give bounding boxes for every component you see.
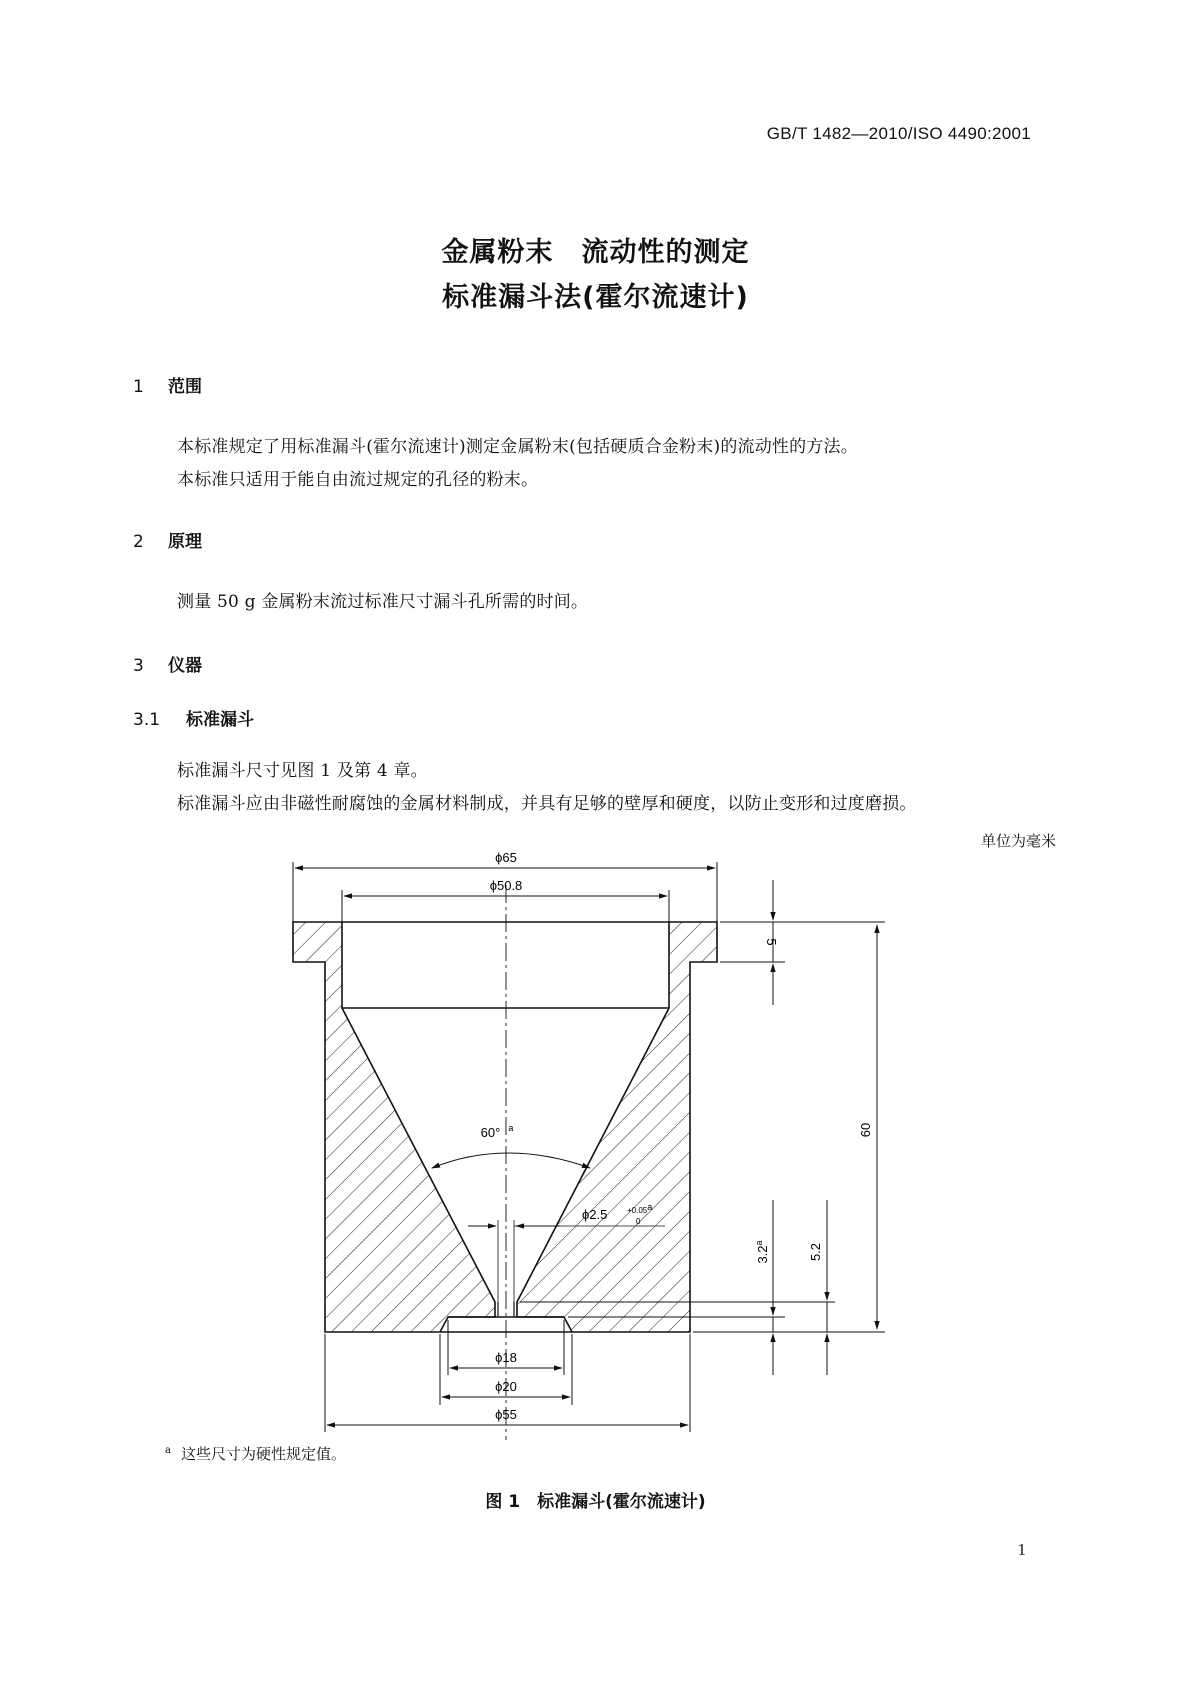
section-2-paragraph-1: 测量 50 g 金属粉末流过标准尺寸漏斗孔所需的时间。	[177, 592, 589, 612]
dim-60: 60	[858, 1122, 873, 1138]
figure-footnote: $^a$ 这些尺寸为硬性规定值。	[165, 1445, 346, 1463]
dim-d50-8: ϕ50.8	[489, 878, 523, 893]
section-3-1-heading: 3.1 标准漏斗	[133, 710, 254, 730]
section-3-heading: 3 仪器	[133, 656, 202, 676]
section-3-1-paragraph-1: 标准漏斗尺寸见图 1 及第 4 章。	[177, 761, 428, 781]
dim-d18: ϕ18	[495, 1350, 517, 1365]
section-3-1-paragraph-2: 标准漏斗应由非磁性耐腐蚀的金属材料制成，并具有足够的壁厚和硬度，以防止变形和过度磨损。	[177, 794, 917, 814]
figure-caption: 图 1 标准漏斗(霍尔流速计)	[485, 1492, 706, 1512]
dim-angle: 60° $^a$	[480, 1123, 514, 1140]
section-2-heading: 2 原理	[133, 532, 202, 552]
dim-d55: ϕ55	[495, 1407, 517, 1422]
document-title-line1: 金属粉末 流动性的测定	[441, 237, 750, 268]
funnel-right-wall	[517, 922, 717, 1332]
dim-d20: ϕ20	[495, 1379, 517, 1394]
section-1-heading: 1 范围	[133, 377, 202, 397]
dim-orifice: ϕ2.5	[582, 1207, 608, 1222]
dim-d65: ϕ65	[495, 850, 517, 865]
dim-orifice-tol-upper: +0.05a	[627, 1202, 653, 1215]
dim-5-2: 5.2	[808, 1242, 823, 1262]
dim-3-2: 3.2$^a$	[754, 1240, 770, 1264]
unit-note: 单位为毫米	[980, 832, 1056, 850]
funnel-left-wall	[293, 922, 495, 1332]
document-title-line2: 标准漏斗法(霍尔流速计)	[442, 282, 749, 313]
standard-code: GB/T 1482—2010/ISO 4490:2001	[766, 124, 1031, 143]
section-1-paragraph-1: 本标准规定了用标准漏斗(霍尔流速计)测定金属粉末(包括硬质合金粉末)的流动性的方法。	[177, 437, 858, 457]
section-1-paragraph-2: 本标准只适用于能自由流过规定的孔径的粉末。	[177, 470, 539, 490]
dim-orifice-tol-lower: 0	[636, 1217, 641, 1226]
page-number: 1	[1017, 1540, 1026, 1559]
dim-5: 5	[764, 938, 779, 946]
angle-arc	[432, 1153, 590, 1168]
